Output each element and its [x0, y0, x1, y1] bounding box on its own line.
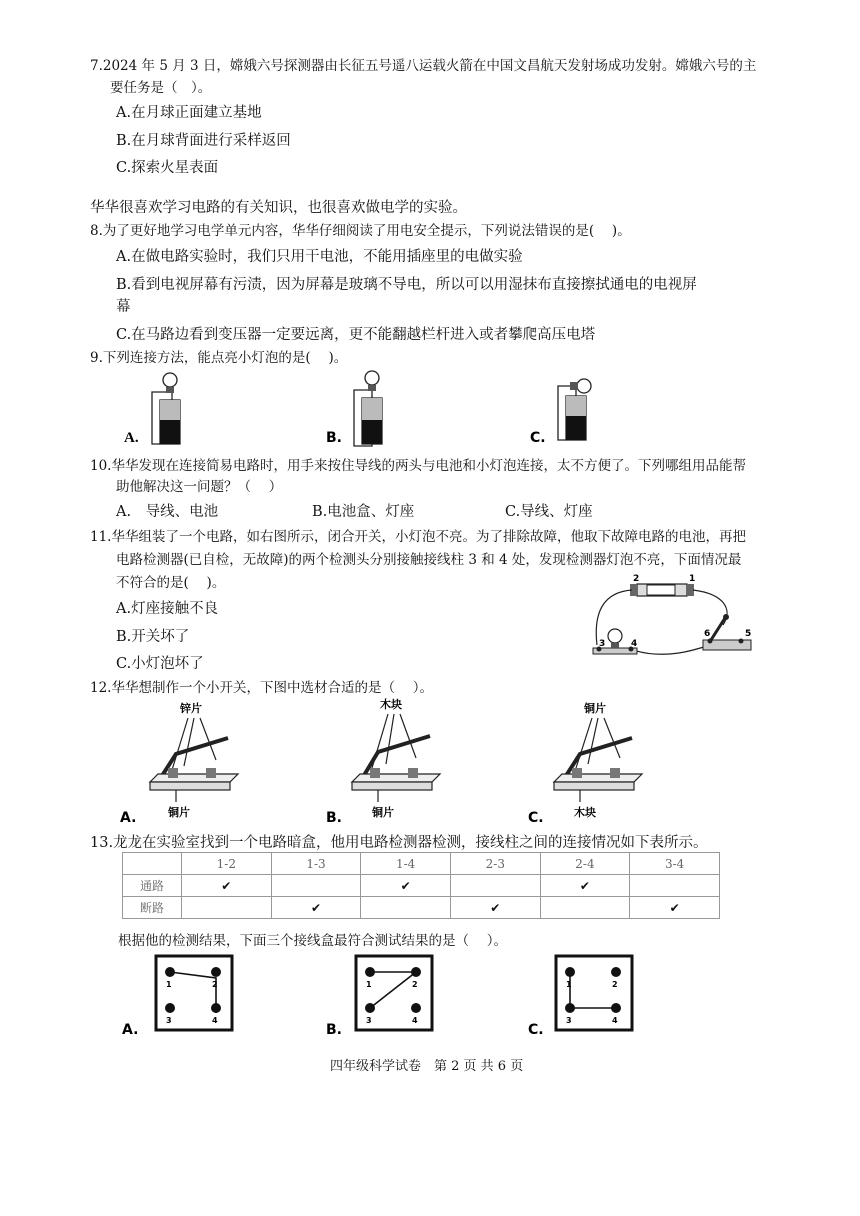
q11-terminal-4: 4: [631, 639, 638, 649]
q10-option-c: C.导线、灯座: [505, 504, 593, 520]
q13-label-b: B.: [326, 1022, 342, 1038]
table-cell: ✔: [540, 875, 630, 897]
q12-label-b: B.: [326, 810, 342, 826]
q12-c-bottom-material: 木块: [574, 806, 596, 819]
box-c-terminal-4: 4: [612, 1016, 618, 1025]
junction-box-a: [156, 956, 232, 1030]
q12-label-a: A.: [120, 810, 137, 826]
box-a-terminal-4: 4: [212, 1016, 218, 1025]
q7-option-b: B.在月球背面进行采样返回: [116, 133, 291, 149]
table-header-row: [123, 853, 720, 875]
q11-stem-line3: 不符合的是( )。: [116, 575, 226, 591]
q11-terminal-6: 6: [704, 629, 711, 639]
box-b-terminal-3: 3: [366, 1016, 372, 1025]
q11-terminal-2: 2: [633, 574, 640, 584]
q8-option-c: C.在马路边看到变压器一定要远离，更不能翻越栏杆进入或者攀爬高压电塔: [116, 327, 596, 343]
table-cell: [182, 897, 272, 919]
box-c-terminal-2: 2: [612, 980, 618, 989]
q9-label-a: A.: [124, 430, 139, 446]
q12-c-top-material: 铜片: [584, 702, 606, 715]
junction-box-c: [556, 956, 632, 1030]
q7-option-c: C.探索火星表面: [116, 160, 219, 176]
q10-option-b: B.电池盒、灯座: [312, 504, 415, 520]
q8-option-b-line1: B.看到电视屏幕有污渍，因为屏幕是玻璃不导电，所以可以用湿抹布直接擦拭通电的电视屏: [116, 277, 697, 293]
q11-terminal-1: 1: [689, 574, 696, 584]
row-label-closed-circuit: 通路: [123, 875, 182, 897]
q12-switch-c: [554, 701, 642, 819]
table-cell: [630, 875, 720, 897]
q10-stem-line1: 10.华华发现在连接简易电路时，用手来按住导线的两头与电池和小灯泡连接，太不方便了。下列哪组用品能帮: [90, 458, 746, 474]
q11-circuit-diagram: [585, 570, 765, 670]
page-footer: 四年级科学试卷 第 2 页 共 6 页: [330, 1059, 524, 1074]
q12-stem: 12.华华想制作一个小开关，下图中选材合适的是（ ）。: [90, 680, 434, 696]
q11-option-a: A.灯座接触不良: [116, 601, 219, 617]
q9-label-b: B.: [326, 430, 342, 446]
q9-circuit-a: [152, 373, 180, 444]
junction-box-b: [356, 956, 432, 1030]
q9-stem: 9.下列连接方法，能点亮小灯泡的是( )。: [90, 350, 348, 366]
q12-b-bottom-material: 铜片: [372, 806, 394, 819]
q12-a-bottom-material: 铜片: [168, 806, 190, 819]
section-intro: 华华很喜欢学习电路的有关知识，也很喜欢做电学的实验。: [90, 200, 467, 216]
q11-option-b: B.开关坏了: [116, 629, 190, 645]
q13-question: 根据他的检测结果，下面三个接线盒最符合测试结果的是（ ）。: [118, 933, 508, 949]
q11-stem-line1: 11.华华组装了一个电路，如右图所示，闭合开关，小灯泡不亮。为了排除故障，他取下故障电路的电池，再把: [90, 529, 746, 545]
q11-terminal-5: 5: [745, 629, 752, 639]
table-cell: [450, 875, 540, 897]
q13-label-c: C.: [528, 1022, 544, 1038]
table-header-cell: 2-4: [540, 853, 630, 875]
q11-option-c: C.小灯泡坏了: [116, 656, 204, 672]
box-a-terminal-2: 2: [212, 980, 218, 989]
q12-switch-a: [150, 701, 238, 819]
box-b-terminal-4: 4: [412, 1016, 418, 1025]
table-cell: [540, 897, 630, 919]
q10-stem-line2: 助他解决这一问题？（ ）: [116, 479, 283, 495]
q11-terminal-3: 3: [599, 639, 606, 649]
table-header-cell: 2-3: [450, 853, 540, 875]
row-label-open-circuit: 断路: [123, 897, 182, 919]
table-cell: ✔: [271, 897, 361, 919]
table-cell: [361, 897, 451, 919]
q12-label-c: C.: [528, 810, 544, 826]
table-row: [123, 897, 720, 919]
q9-circuit-c: [558, 379, 591, 440]
q8-option-a: A.在做电路实验时，我们只用干电池，不能用插座里的电做实验: [116, 249, 523, 265]
box-b-terminal-1: 1: [366, 980, 372, 989]
q12-switch-figures: [110, 698, 710, 828]
table-corner-cell: [123, 853, 182, 875]
q10-option-a: A. 导线、电池: [116, 504, 219, 520]
table-cell: [271, 875, 361, 897]
q13-stem: 13.龙龙在实验室找到一个电路暗盒，他用电路检测器检测，接线柱之间的连接情况如下表所示。: [90, 835, 708, 851]
table-cell: ✔: [630, 897, 720, 919]
box-a-terminal-1: 1: [166, 980, 172, 989]
q13-test-table: [122, 852, 720, 919]
q13-junction-boxes: [110, 950, 670, 1040]
table-header-cell: 1-2: [182, 853, 272, 875]
table-cell: ✔: [450, 897, 540, 919]
q8-option-b-line2: 幕: [116, 299, 131, 315]
q9-circuit-figures: [110, 368, 670, 448]
table-cell: ✔: [182, 875, 272, 897]
q8-stem: 8.为了更好地学习电学单元内容，华华仔细阅读了用电安全提示，下列说法错误的是( )。: [90, 223, 631, 239]
box-c-terminal-1: 1: [566, 980, 572, 989]
q7-stem-line1: 7.2024 年 5 月 3 日，嫦娥六号探测器由长征五号遥八运载火箭在中国文昌航天发射场成功发射。嫦娥六号的主: [90, 58, 757, 74]
table-header-cell: 3-4: [630, 853, 720, 875]
q7-option-a: A.在月球正面建立基地: [116, 105, 262, 121]
table-row: [123, 875, 720, 897]
q12-b-top-material: 木块: [380, 698, 402, 711]
box-b-terminal-2: 2: [412, 980, 418, 989]
box-a-terminal-3: 3: [166, 1016, 172, 1025]
q13-label-a: A.: [122, 1022, 139, 1038]
q7-stem-line2: 要任务是（ ）。: [110, 80, 212, 96]
q11-stem-line2: 电路检测器(已自检，无故障)的两个检测头分别接触接线柱 3 和 4 处，发现检测器灯泡不亮，下面情况最: [116, 552, 742, 568]
table-header-cell: 1-4: [361, 853, 451, 875]
box-c-terminal-3: 3: [566, 1016, 572, 1025]
table-header-cell: 1-3: [271, 853, 361, 875]
q9-circuit-b: [354, 371, 382, 446]
q12-a-top-material: 锌片: [180, 702, 202, 715]
q12-switch-b: [352, 698, 440, 819]
q9-label-c: C.: [530, 430, 546, 446]
table-cell: ✔: [361, 875, 451, 897]
